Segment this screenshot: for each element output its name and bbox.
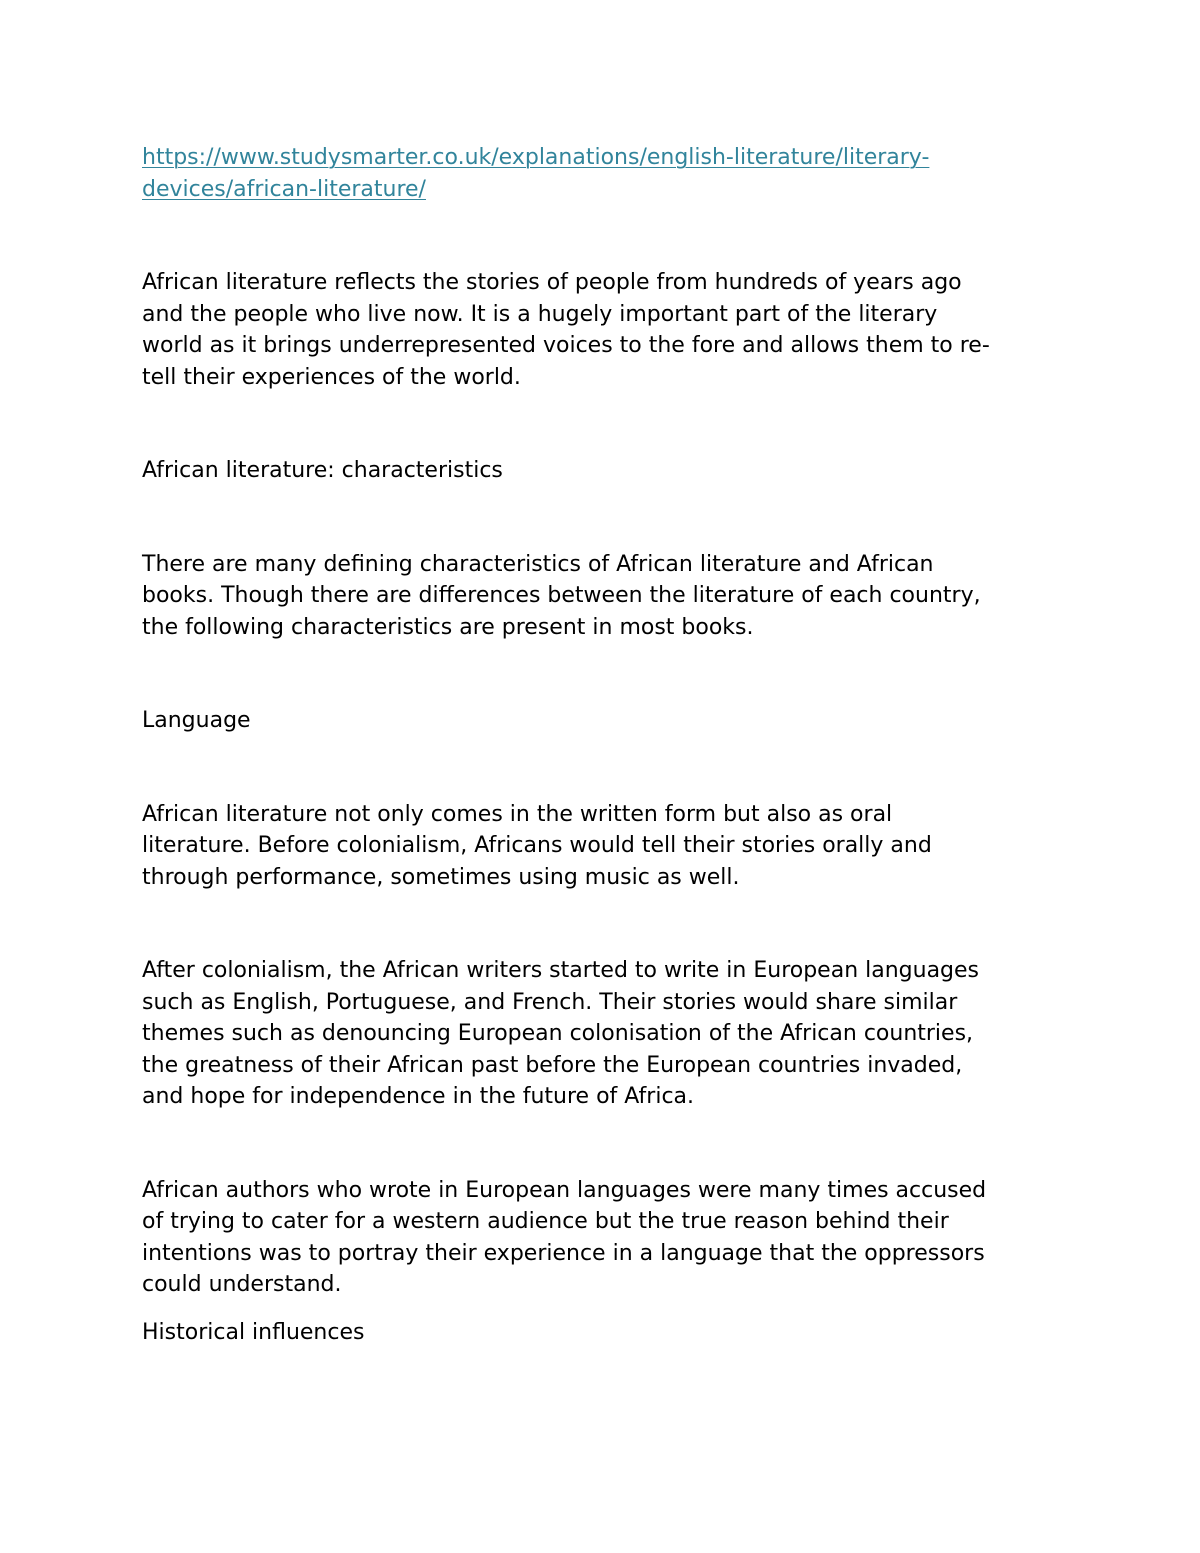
source-link-line-2[interactable]: devices/african-literature/ (142, 176, 426, 202)
language-paragraph-1 (142, 799, 1057, 894)
document-body (142, 142, 1057, 1348)
language-p2-line: such as English, Portuguese, and French. Their stories would share similar (142, 989, 958, 1015)
language-paragraph-3 (142, 1175, 1057, 1301)
characteristics-paragraph (142, 549, 1057, 644)
characteristics-line: books. Though there are differences between the literature of each country, (142, 583, 981, 608)
intro-line: tell their experiences of the world. (142, 364, 521, 390)
intro-paragraph (142, 267, 1057, 393)
language-p3-line: intentions was to portray their experience in a language that the oppressors (142, 1240, 985, 1266)
language-p3-line: could understand. (142, 1272, 342, 1297)
heading-language: Language (142, 708, 251, 733)
intro-line: African literature reflects the stories of people from hundreds of years ago (142, 270, 962, 295)
intro-line: world as it brings underrepresented voices to the fore and allows them to re- (142, 333, 990, 358)
source-link-line-1[interactable]: https://www.studysmarter.co.uk/explanations/english-literature/literary- (142, 145, 930, 170)
language-p2-line: and hope for independence in the future of Africa. (142, 1084, 695, 1109)
heading-historical-influences: Historical influences (142, 1319, 365, 1345)
language-p2-line: themes such as denouncing European colonisation of the African countries, (142, 1021, 974, 1046)
heading-characteristics: African literature: characteristics (142, 458, 503, 483)
language-p3-line: African authors who wrote in European languages were many times accused (142, 1177, 987, 1203)
language-p3-line: of trying to cater for a western audience but the true reason behind their (142, 1209, 949, 1234)
characteristics-line: There are many defining characteristics of African literature and African (142, 551, 934, 577)
language-p1-line: African literature not only comes in the written form but also as oral (142, 801, 893, 827)
intro-line: and the people who live now. It is a hugely important part of the literary (142, 301, 938, 327)
language-p2-line: the greatness of their African past before the European countries invaded, (142, 1052, 963, 1078)
characteristics-line: the following characteristics are present in most books. (142, 614, 754, 640)
language-paragraph-2 (142, 955, 1057, 1113)
language-p1-line: literature. Before colonialism, Africans would tell their stories orally and (142, 833, 932, 858)
language-p1-line: through performance, sometimes using music as well. (142, 864, 740, 890)
source-link[interactable] (142, 142, 1057, 205)
language-p2-line: After colonialism, the African writers started to write in European languages (142, 958, 980, 983)
